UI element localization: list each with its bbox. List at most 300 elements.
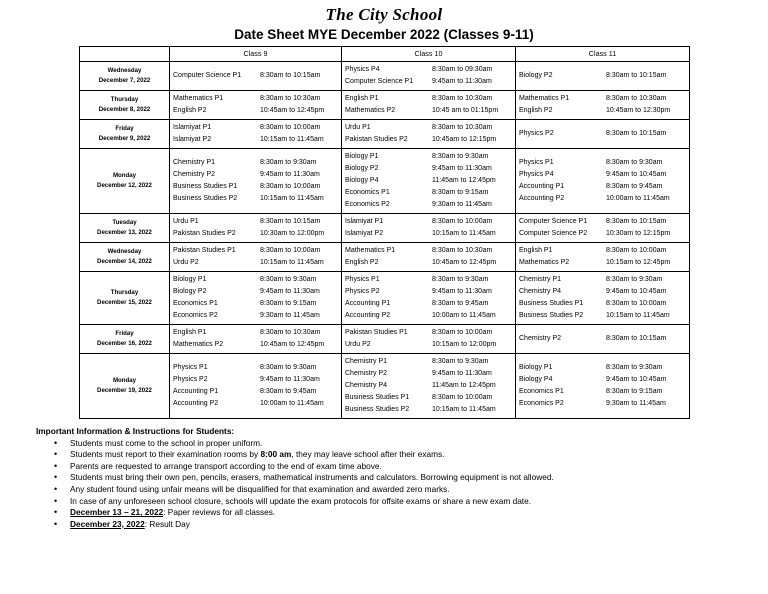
subject-label: Biology P1 [519, 364, 553, 371]
subject-label: Business Studies P1 [519, 300, 584, 307]
exam-entry [519, 228, 686, 240]
subject-label: Islamiyat P1 [173, 124, 212, 131]
exam-time: 10:00am to 11:45am [432, 312, 496, 319]
exam-time: 9:30am to 11:45am [260, 312, 320, 319]
subject-label: Physics P1 [519, 159, 554, 166]
exam-entry [173, 228, 338, 240]
instruction-item [54, 472, 736, 484]
table-row [80, 149, 690, 214]
exam-entry [345, 187, 512, 199]
subject-label: Urdu P2 [345, 341, 371, 348]
exam-time: 8:30am to 10:15am [606, 130, 667, 137]
exam-entry [173, 169, 338, 181]
exam-entry [345, 228, 512, 240]
subject-label: Chemistry P4 [345, 382, 388, 389]
exam-time: 8:30am to 9:30am [432, 276, 489, 283]
subject-label: Chemistry P2 [519, 335, 562, 342]
instruction-emphasis: December 23, 2022 [70, 518, 145, 529]
subject-label: Business Studies P2 [519, 312, 584, 319]
subject-label: Economics P2 [519, 400, 564, 407]
exam-entry [519, 216, 686, 228]
class-9-cell [170, 354, 342, 419]
date-cell [80, 62, 170, 91]
exam-time: 8:30am to 09:30am [432, 66, 493, 73]
class-11-cell [516, 149, 690, 214]
exam-time: 10:00am to 11:45am [606, 195, 670, 202]
exam-time: 9:45am to 11:30am [432, 165, 492, 172]
instruction-text: Students must come to the school in proper uniform. [70, 437, 263, 448]
exam-time: 8:30am to 10:30am [260, 95, 321, 102]
class-11-header: Class 11 [516, 47, 690, 62]
class-10-cell [342, 354, 516, 419]
class-9-cell [170, 149, 342, 214]
instruction-item [54, 496, 736, 508]
subject-label: Biology P4 [519, 376, 553, 383]
exam-entry [345, 327, 512, 339]
class-11-cell [516, 120, 690, 149]
exam-entry [519, 169, 686, 181]
exam-time: 8:30am to 10:00am [260, 124, 321, 131]
exam-time: 10:15am to 12:00pm [432, 341, 497, 348]
weekday-label: Monday [112, 377, 137, 384]
weekday-label: Thursday [110, 289, 139, 296]
subject-label: Accounting P2 [345, 312, 391, 319]
exam-time: 8:30am to 10:00am [260, 247, 321, 254]
exam-time: 10:45am to 12:45pm [260, 107, 325, 114]
subject-label: English P1 [173, 329, 207, 336]
exam-time: 10:15am to 11:45am [260, 136, 324, 143]
table-row [80, 272, 690, 325]
date-label: December 14, 2022 [97, 258, 152, 265]
subject-label: Business Studies P2 [173, 195, 238, 202]
subject-label: Economics P1 [519, 388, 564, 395]
exam-time: 11:45am to 12:45pm [432, 382, 496, 389]
subject-label: Business Studies P2 [345, 406, 410, 413]
subject-label: Economics P1 [345, 189, 390, 196]
subject-label: Mathematics P1 [345, 247, 396, 254]
date-label: December 15, 2022 [97, 299, 152, 306]
exam-entry [519, 70, 686, 82]
subject-label: Computer Science P1 [173, 72, 242, 79]
exam-time: 8:30am to 9:45am [606, 183, 663, 190]
exam-entry [345, 105, 512, 117]
exam-time: 8:30am to 9:30am [606, 159, 663, 166]
exam-entry [519, 274, 686, 286]
instructions-list [54, 438, 736, 531]
instruction-text: Students must report to their examination rooms by [70, 449, 261, 460]
exam-time: 9:45am to 11:30am [260, 288, 320, 295]
subject-label: Chemistry P2 [345, 370, 388, 377]
class-10-cell [342, 62, 516, 91]
exam-entry [173, 327, 338, 339]
exam-time: 9:45am to 11:30am [432, 288, 492, 295]
exam-time: 8:30am to 10:15am [260, 72, 321, 79]
exam-time: 8:30am to 10:30am [260, 329, 321, 336]
exam-time: 8:30am to 9:15am [606, 388, 663, 395]
table-row [80, 325, 690, 354]
weekday-label: Thursday [110, 96, 139, 103]
exam-entry [345, 64, 512, 76]
subject-label: Islamiyat P2 [345, 230, 384, 237]
exam-time: 9:45am to 11:30am [432, 78, 492, 85]
instructions-heading: Important Information & Instructions for Students: [36, 426, 235, 436]
exam-time: 10:45am to 12:30pm [606, 107, 671, 114]
exam-entry [173, 93, 338, 105]
subject-label: Mathematics P1 [173, 95, 224, 102]
exam-time: 9:30am to 11:45am [432, 201, 492, 208]
date-label: December 9, 2022 [98, 135, 151, 142]
subject-label: Computer Science P2 [519, 230, 588, 237]
exam-entry [345, 286, 512, 298]
exam-time: 8:30am to 10:30am [432, 124, 493, 131]
exam-entry [519, 245, 686, 257]
subject-label: English P1 [519, 247, 553, 254]
exam-time: 8:30am to 9:15am [260, 300, 317, 307]
exam-time: 10:30am to 12:15pm [606, 230, 671, 237]
table-header-row [80, 47, 690, 62]
exam-time: 8:30am to 10:00am [432, 218, 493, 225]
class-10-cell [342, 272, 516, 325]
class-9-cell [170, 62, 342, 91]
subject-label: Accounting P1 [519, 183, 565, 190]
subject-label: Computer Science P1 [345, 78, 414, 85]
exam-entry [519, 386, 686, 398]
exam-time: 9:45am to 10:45am [606, 171, 667, 178]
exam-time: 8:30am to 9:30am [432, 358, 489, 365]
exam-time: 10:45am to 12:15pm [432, 136, 497, 143]
subject-label: Accounting P1 [173, 388, 219, 395]
subject-label: Islamiyat P1 [345, 218, 384, 225]
subject-label: Biology P2 [519, 72, 553, 79]
exam-time: 10:45am to 12:45pm [260, 341, 325, 348]
subject-label: Biology P1 [345, 153, 379, 160]
subject-label: Chemistry P1 [345, 358, 388, 365]
subject-label: Pakistan Studies P1 [173, 247, 236, 254]
exam-entry [519, 362, 686, 374]
exam-time: 10:15am to 11:45am [432, 406, 496, 413]
exam-entry [173, 134, 338, 146]
exam-time: 10:45am to 12:45pm [432, 259, 497, 266]
exam-time: 8:30am to 9:30am [606, 276, 663, 283]
exam-entry [345, 122, 512, 134]
exam-time: 8:30am to 9:30am [260, 159, 317, 166]
table-row [80, 243, 690, 272]
exam-time: 8:30am to 10:00am [432, 394, 493, 401]
class-10-cell [342, 325, 516, 354]
table-row [80, 62, 690, 91]
weekday-label: Monday [112, 172, 137, 179]
instruction-text: : Paper reviews for all classes. [163, 507, 276, 518]
instruction-item [54, 438, 736, 450]
exam-entry [345, 199, 512, 211]
exam-entry [173, 310, 338, 322]
exam-time: 8:30am to 10:30am [432, 95, 493, 102]
date-cell [80, 91, 170, 120]
weekday-label: Tuesday [112, 219, 137, 226]
instructions-section [36, 426, 736, 530]
exam-time: 9:45am to 10:45am [606, 376, 667, 383]
date-label: December 16, 2022 [97, 340, 152, 347]
class-11-cell [516, 91, 690, 120]
exam-entry [345, 257, 512, 269]
exam-time: 8:30am to 10:00am [260, 183, 321, 190]
exam-entry [173, 386, 338, 398]
exam-entry [345, 134, 512, 146]
exam-entry [345, 392, 512, 404]
exam-entry [345, 380, 512, 392]
exam-entry [173, 181, 338, 193]
subject-label: Economics P2 [173, 312, 218, 319]
exam-time: 8:30am to 9:45am [260, 388, 317, 395]
class-10-cell [342, 120, 516, 149]
exam-entry [519, 105, 686, 117]
class-9-cell [170, 120, 342, 149]
subject-label: Chemistry P1 [173, 159, 216, 166]
weekday-label: Wednesday [107, 248, 142, 255]
date-label: December 7, 2022 [98, 77, 151, 84]
table-row [80, 91, 690, 120]
subject-label: Physics P4 [519, 171, 554, 178]
subject-label: Accounting P2 [173, 400, 219, 407]
instruction-text: Any student found using unfair means will be disqualified for that examination and awarded zero marks. [70, 483, 450, 494]
exam-entry [173, 105, 338, 117]
instruction-item [54, 461, 736, 473]
exam-entry [345, 216, 512, 228]
exam-time: 8:30am to 9:30am [432, 153, 489, 160]
exam-time: 10:15am to 11:45am [606, 312, 670, 319]
exam-entry [519, 257, 686, 269]
exam-time: 10:15am to 12:45pm [606, 259, 671, 266]
class-9-cell [170, 91, 342, 120]
exam-entry [519, 374, 686, 386]
class-11-cell [516, 243, 690, 272]
subject-label: English P2 [519, 107, 553, 114]
instruction-emphasis: December 13 – 21, 2022 [70, 507, 164, 518]
date-label: December 8, 2022 [98, 106, 151, 113]
table-row [80, 214, 690, 243]
exam-time: 11:45am to 12:45pm [432, 177, 496, 184]
instruction-item [54, 507, 736, 519]
subject-label: Accounting P2 [519, 195, 565, 202]
exam-entry [519, 193, 686, 205]
exam-entry [519, 93, 686, 105]
exam-time: 8:30am to 9:15am [432, 189, 489, 196]
exam-time: 10:30am to 12:00pm [260, 230, 325, 237]
date-label: December 13, 2022 [97, 229, 152, 236]
exam-time: 8:30am to 10:00am [432, 329, 493, 336]
class-10-header: Class 10 [342, 47, 516, 62]
instruction-text: , they may leave school after their exams. [291, 449, 445, 460]
exam-entry [519, 298, 686, 310]
exam-time: 8:30am to 10:15am [606, 72, 667, 79]
subject-label: Islamiyat P2 [173, 136, 212, 143]
school-logo-title: The City School [325, 5, 443, 24]
subject-label: Physics P2 [519, 130, 554, 137]
exam-entry [519, 310, 686, 322]
exam-entry [345, 93, 512, 105]
exam-entry [519, 286, 686, 298]
subject-label: Chemistry P1 [519, 276, 562, 283]
date-cell [80, 120, 170, 149]
class-9-cell [170, 325, 342, 354]
subject-label: Computer Science P1 [519, 218, 588, 225]
subject-label: Physics P2 [345, 288, 380, 295]
instruction-item [54, 519, 736, 531]
instruction-text: : Result Day [144, 518, 190, 529]
exam-entry [345, 368, 512, 380]
exam-entry [173, 257, 338, 269]
subject-label: English P2 [345, 259, 379, 266]
exam-entry [345, 339, 512, 351]
exam-time: 9:45am to 11:30am [260, 376, 320, 383]
class-10-cell [342, 243, 516, 272]
exam-time: 10:45 am to 01:15pm [432, 107, 499, 114]
page-title: Date Sheet MYE December 2022 (Classes 9-11) [234, 27, 534, 42]
exam-entry [173, 274, 338, 286]
exam-time: 8:30am to 10:30am [432, 247, 493, 254]
table-row [80, 354, 690, 419]
subject-label: Pakistan Studies P2 [345, 136, 408, 143]
class-10-cell [342, 149, 516, 214]
exam-entry [519, 157, 686, 169]
weekday-label: Wednesday [107, 67, 142, 74]
date-sheet-table [79, 46, 690, 419]
subject-label: Physics P1 [173, 364, 208, 371]
exam-entry [173, 245, 338, 257]
date-cell [80, 214, 170, 243]
subject-label: Physics P1 [345, 276, 380, 283]
date-cell [80, 149, 170, 214]
subject-label: English P1 [345, 95, 379, 102]
exam-time: 8:30am to 10:15am [606, 218, 667, 225]
instruction-text: In case of any unforeseen school closure, schools will update the exam protocols for offsite exams or share a new exam date. [70, 495, 532, 506]
class-9-header: Class 9 [170, 47, 342, 62]
exam-entry [173, 193, 338, 205]
subject-label: Accounting P1 [345, 300, 391, 307]
table-row [80, 120, 690, 149]
exam-entry [173, 362, 338, 374]
exam-entry [345, 274, 512, 286]
exam-entry [173, 286, 338, 298]
date-cell [80, 272, 170, 325]
class-11-cell [516, 272, 690, 325]
exam-time: 10:15am to 11:45am [432, 230, 496, 237]
weekday-label: Friday [115, 125, 134, 132]
table-body [80, 62, 690, 419]
exam-entry [173, 70, 338, 82]
subject-label: Mathematics P2 [173, 341, 224, 348]
exam-entry [173, 298, 338, 310]
subject-label: Physics P2 [173, 376, 208, 383]
subject-label: Biology P2 [345, 165, 379, 172]
subject-label: Economics P2 [345, 201, 390, 208]
exam-entry [345, 151, 512, 163]
class-10-cell [342, 214, 516, 243]
subject-label: Business Studies P1 [345, 394, 410, 401]
exam-entry [519, 398, 686, 410]
instruction-emphasis: 8:00 am [260, 449, 292, 460]
exam-time: 10:00am to 11:45am [260, 400, 324, 407]
exam-time: 9:30am to 11:45am [606, 400, 666, 407]
exam-entry [345, 356, 512, 368]
subject-label: Mathematics P2 [519, 259, 570, 266]
subject-label: Biology P1 [173, 276, 207, 283]
exam-time: 8:30am to 10:15am [606, 335, 667, 342]
instruction-item [54, 484, 736, 496]
subject-label: Mathematics P2 [345, 107, 396, 114]
class-11-cell [516, 354, 690, 419]
exam-time: 10:15am to 11:45am [260, 195, 324, 202]
exam-time: 8:30am to 10:00am [606, 247, 667, 254]
exam-entry [173, 157, 338, 169]
subject-label: Physics P4 [345, 66, 380, 73]
subject-label: Mathematics P1 [519, 95, 570, 102]
subject-label: Biology P2 [173, 288, 207, 295]
exam-entry [345, 298, 512, 310]
subject-label: Pakistan Studies P2 [173, 230, 236, 237]
subject-label: Business Studies P1 [173, 183, 238, 190]
subject-label: Economics P1 [173, 300, 218, 307]
class-10-cell [342, 91, 516, 120]
date-cell [80, 325, 170, 354]
exam-entry [173, 374, 338, 386]
exam-time: 9:45am to 11:30am [260, 171, 320, 178]
exam-entry [345, 310, 512, 322]
exam-time: 8:30am to 10:00am [606, 300, 667, 307]
subject-label: Chemistry P2 [173, 171, 216, 178]
exam-entry [345, 245, 512, 257]
exam-time: 8:30am to 10:30am [606, 95, 667, 102]
subject-label: Urdu P1 [173, 218, 199, 225]
instruction-text: Students must bring their own pen, pencils, erasers, mathematical instruments and calculators. Borrowing equipment is not allowed. [70, 472, 554, 483]
exam-time: 8:30am to 10:15am [260, 218, 321, 225]
class-11-cell [516, 214, 690, 243]
exam-time: 8:30am to 9:45am [432, 300, 489, 307]
instruction-item [54, 449, 736, 461]
exam-entry [345, 76, 512, 88]
date-label: December 12, 2022 [97, 182, 152, 189]
exam-time: 8:30am to 9:30am [260, 364, 317, 371]
weekday-label: Friday [115, 330, 134, 337]
subject-label: English P2 [173, 107, 207, 114]
class-9-cell [170, 272, 342, 325]
exam-entry [345, 175, 512, 187]
exam-entry [345, 163, 512, 175]
class-11-cell [516, 62, 690, 91]
exam-time: 8:30am to 9:30am [260, 276, 317, 283]
exam-time: 9:45am to 10:45am [606, 288, 667, 295]
subject-label: Pakistan Studies P1 [345, 329, 408, 336]
exam-entry [173, 398, 338, 410]
exam-time: 10:15am to 11:45am [260, 259, 324, 266]
date-cell [80, 354, 170, 419]
class-11-cell [516, 325, 690, 354]
subject-label: Urdu P1 [345, 124, 371, 131]
date-column-header [80, 47, 170, 62]
exam-entry [173, 339, 338, 351]
subject-label: Biology P4 [345, 177, 379, 184]
subject-label: Chemistry P4 [519, 288, 562, 295]
exam-entry [173, 122, 338, 134]
exam-entry [519, 181, 686, 193]
instruction-text: Parents are requested to arrange transport according to the end of exam time above. [70, 460, 382, 471]
class-9-cell [170, 243, 342, 272]
exam-entry [173, 216, 338, 228]
date-cell [80, 243, 170, 272]
exam-time: 8:30am to 9:30am [606, 364, 663, 371]
exam-entry [519, 128, 686, 140]
exam-entry [345, 404, 512, 416]
